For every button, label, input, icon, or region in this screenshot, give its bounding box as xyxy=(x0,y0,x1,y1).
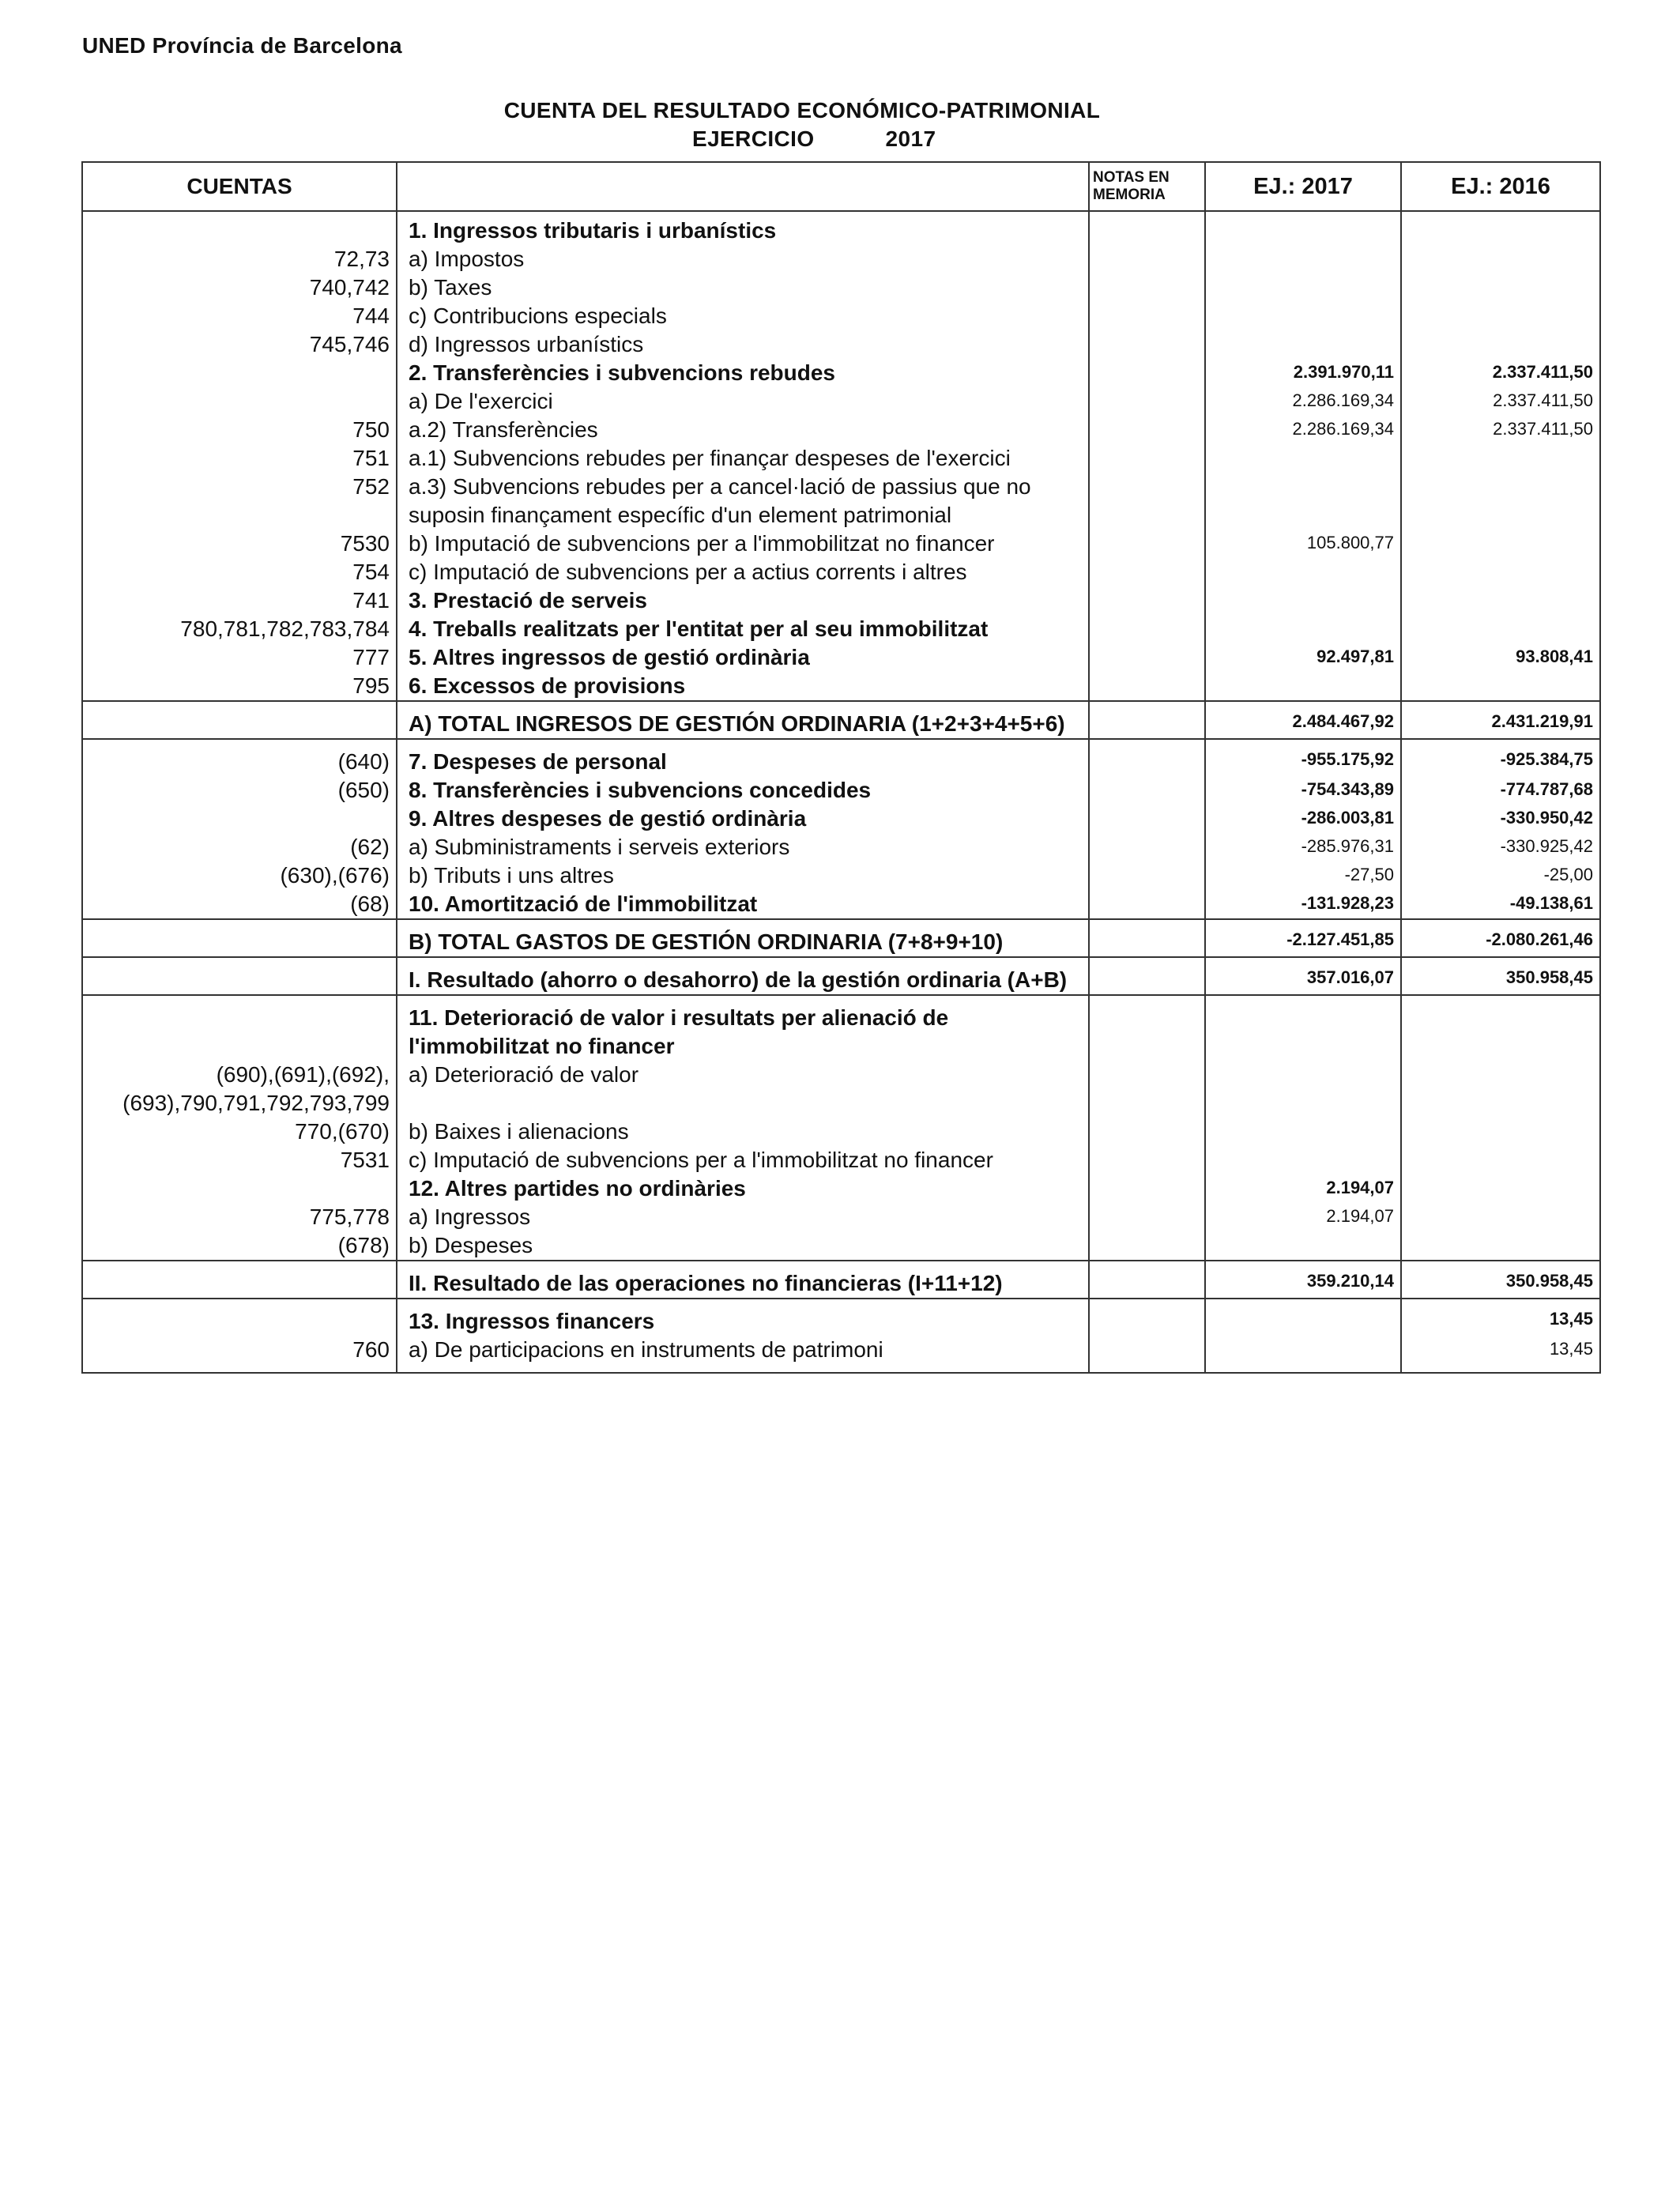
description-cell: 7. Despeses de personal xyxy=(397,739,1089,776)
notes-cell xyxy=(1089,1118,1205,1146)
table-row xyxy=(82,805,1600,833)
notes-cell xyxy=(1089,643,1205,672)
description-cell: 2. Transferències i subvencions rebudes xyxy=(397,359,1089,387)
description-cell: 5. Altres ingressos de gestió ordinària xyxy=(397,643,1089,672)
notes-cell xyxy=(1089,387,1205,416)
table-body xyxy=(82,211,1600,1373)
notes-cell xyxy=(1089,273,1205,302)
table-row xyxy=(82,330,1600,359)
value-2017-cell: 92.497,81 xyxy=(1205,643,1401,672)
notes-cell xyxy=(1089,890,1205,919)
value-2016-cell: 13,45 xyxy=(1401,1299,1600,1336)
notes-cell xyxy=(1089,586,1205,615)
value-2017-cell xyxy=(1205,1231,1401,1261)
account-code-cell: (630),(676) xyxy=(82,861,397,890)
notes-cell xyxy=(1089,1203,1205,1231)
column-header-description xyxy=(397,162,1089,211)
organization-name: UNED Província de Barcelona xyxy=(82,33,402,58)
value-2016-cell: -25,00 xyxy=(1401,861,1600,890)
value-2017-cell: -27,50 xyxy=(1205,861,1401,890)
value-2016-cell: 13,45 xyxy=(1401,1336,1600,1373)
description-cell: a) Subministraments i serveis exteriors xyxy=(397,833,1089,861)
description-cell: 3. Prestació de serveis xyxy=(397,586,1089,615)
value-2017-cell: 2.194,07 xyxy=(1205,1203,1401,1231)
account-code-cell: (68) xyxy=(82,890,397,919)
value-2016-cell xyxy=(1401,1203,1600,1231)
table-row xyxy=(82,473,1600,530)
value-2016-cell: 2.337.411,50 xyxy=(1401,387,1600,416)
account-code-cell: 760 xyxy=(82,1336,397,1373)
table-row xyxy=(82,890,1600,919)
value-2017-cell: 357.016,07 xyxy=(1205,957,1401,995)
value-2017-cell xyxy=(1205,1118,1401,1146)
description-cell: A) TOTAL INGRESOS DE GESTIÓN ORDINARIA (1+2+3+4+5+6) xyxy=(397,701,1089,739)
table-row xyxy=(82,273,1600,302)
value-2017-cell xyxy=(1205,672,1401,701)
value-2017-cell xyxy=(1205,473,1401,530)
value-2017-cell: 359.210,14 xyxy=(1205,1261,1401,1299)
account-code-cell xyxy=(82,957,397,995)
description-cell: B) TOTAL GASTOS DE GESTIÓN ORDINARIA (7+8+9+10) xyxy=(397,919,1089,957)
account-code-cell xyxy=(82,387,397,416)
notes-cell xyxy=(1089,1336,1205,1373)
value-2017-cell: -286.003,81 xyxy=(1205,805,1401,833)
account-code-cell xyxy=(82,1299,397,1336)
notes-cell xyxy=(1089,805,1205,833)
description-cell: 4. Treballs realitzats per l'entitat per al seu immobilitzat xyxy=(397,615,1089,643)
account-code-cell: 745,746 xyxy=(82,330,397,359)
notes-cell xyxy=(1089,701,1205,739)
account-code-cell: 740,742 xyxy=(82,273,397,302)
account-code-cell: 795 xyxy=(82,672,397,701)
notes-cell xyxy=(1089,995,1205,1061)
table-row xyxy=(82,416,1600,444)
notes-cell xyxy=(1089,473,1205,530)
table-row xyxy=(82,1299,1600,1336)
table-row xyxy=(82,1203,1600,1231)
notes-cell xyxy=(1089,919,1205,957)
description-cell: d) Ingressos urbanístics xyxy=(397,330,1089,359)
notes-cell xyxy=(1089,776,1205,805)
notes-cell xyxy=(1089,615,1205,643)
account-code-cell: 7531 xyxy=(82,1146,397,1174)
value-2017-cell xyxy=(1205,1336,1401,1373)
description-cell: c) Contribucions especials xyxy=(397,302,1089,330)
value-2016-cell xyxy=(1401,302,1600,330)
table-row xyxy=(82,643,1600,672)
account-code-cell: (650) xyxy=(82,776,397,805)
account-code-cell: 751 xyxy=(82,444,397,473)
description-cell: 11. Deterioració de valor i resultats per alienació de l'immobilitzat no financer xyxy=(397,995,1089,1061)
fiscal-year-label: EJERCICIO xyxy=(692,126,815,151)
description-cell: 1. Ingressos tributaris i urbanístics xyxy=(397,211,1089,245)
notes-cell xyxy=(1089,1174,1205,1203)
account-code-cell xyxy=(82,1174,397,1203)
value-2016-cell: -330.925,42 xyxy=(1401,833,1600,861)
table-row xyxy=(82,1336,1600,1373)
description-cell: II. Resultado de las operaciones no financieras (I+11+12) xyxy=(397,1261,1089,1299)
notes-cell xyxy=(1089,1146,1205,1174)
value-2016-cell xyxy=(1401,245,1600,273)
notes-cell xyxy=(1089,833,1205,861)
value-2016-cell xyxy=(1401,1146,1600,1174)
value-2016-cell xyxy=(1401,473,1600,530)
value-2016-cell xyxy=(1401,1231,1600,1261)
value-2017-cell xyxy=(1205,1299,1401,1336)
description-cell: 12. Altres partides no ordinàries xyxy=(397,1174,1089,1203)
account-code-cell: 741 xyxy=(82,586,397,615)
value-2016-cell xyxy=(1401,995,1600,1061)
description-cell: a.3) Subvencions rebudes per a cancel·lació de passius que no suposin finançament específic d'un element patrimonial xyxy=(397,473,1089,530)
table-row xyxy=(82,615,1600,643)
value-2016-cell: 2.337.411,50 xyxy=(1401,359,1600,387)
account-code-cell: (640) xyxy=(82,739,397,776)
notes-cell xyxy=(1089,416,1205,444)
value-2017-cell xyxy=(1205,273,1401,302)
value-2017-cell xyxy=(1205,1061,1401,1118)
notes-cell xyxy=(1089,302,1205,330)
table-row xyxy=(82,1174,1600,1203)
value-2016-cell xyxy=(1401,586,1600,615)
table-row xyxy=(82,1061,1600,1118)
table-row xyxy=(82,672,1600,701)
description-cell: c) Imputació de subvencions per a actius corrents i altres xyxy=(397,558,1089,586)
notes-cell xyxy=(1089,672,1205,701)
account-code-cell xyxy=(82,701,397,739)
column-header-2016: EJ.: 2016 xyxy=(1401,162,1600,211)
account-code-cell xyxy=(82,995,397,1061)
description-cell: b) Baixes i alienacions xyxy=(397,1118,1089,1146)
value-2016-cell: -774.787,68 xyxy=(1401,776,1600,805)
value-2017-cell: -2.127.451,85 xyxy=(1205,919,1401,957)
value-2016-cell: 2.337.411,50 xyxy=(1401,416,1600,444)
description-cell: 10. Amortització de l'immobilitzat xyxy=(397,890,1089,919)
table-row xyxy=(82,919,1600,957)
table-row xyxy=(82,444,1600,473)
value-2016-cell xyxy=(1401,615,1600,643)
account-code-cell xyxy=(82,805,397,833)
table-row xyxy=(82,1261,1600,1299)
value-2017-cell xyxy=(1205,245,1401,273)
value-2016-cell xyxy=(1401,330,1600,359)
description-cell: 8. Transferències i subvencions concedides xyxy=(397,776,1089,805)
table-row xyxy=(82,833,1600,861)
value-2017-cell xyxy=(1205,586,1401,615)
value-2017-cell xyxy=(1205,302,1401,330)
account-code-cell: 752 xyxy=(82,473,397,530)
value-2016-cell: -925.384,75 xyxy=(1401,739,1600,776)
table-row xyxy=(82,861,1600,890)
value-2016-cell: -49.138,61 xyxy=(1401,890,1600,919)
notes-cell xyxy=(1089,558,1205,586)
table-row xyxy=(82,1231,1600,1261)
value-2016-cell: 350.958,45 xyxy=(1401,957,1600,995)
table-row xyxy=(82,701,1600,739)
value-2017-cell: 105.800,77 xyxy=(1205,530,1401,558)
table-row xyxy=(82,995,1600,1061)
description-cell: a) De participacions en instruments de patrimoni xyxy=(397,1336,1089,1373)
value-2016-cell: 350.958,45 xyxy=(1401,1261,1600,1299)
notes-cell xyxy=(1089,739,1205,776)
description-cell: b) Despeses xyxy=(397,1231,1089,1261)
description-cell: a.1) Subvencions rebudes per finançar despeses de l'exercici xyxy=(397,444,1089,473)
description-cell: 13. Ingressos financers xyxy=(397,1299,1089,1336)
value-2017-cell: 2.391.970,11 xyxy=(1205,359,1401,387)
notes-cell xyxy=(1089,444,1205,473)
notes-cell xyxy=(1089,957,1205,995)
account-code-cell: (678) xyxy=(82,1231,397,1261)
document-title: CUENTA DEL RESULTADO ECONÓMICO-PATRIMONIAL xyxy=(503,98,1101,123)
description-cell: b) Tributs i uns altres xyxy=(397,861,1089,890)
description-cell: I. Resultado (ahorro o desahorro) de la gestión ordinaria (A+B) xyxy=(397,957,1089,995)
table-row xyxy=(82,776,1600,805)
notes-cell xyxy=(1089,530,1205,558)
value-2016-cell xyxy=(1401,444,1600,473)
table-header-row xyxy=(82,162,1600,211)
value-2016-cell: 93.808,41 xyxy=(1401,643,1600,672)
account-code-cell: 775,778 xyxy=(82,1203,397,1231)
table-row xyxy=(82,359,1600,387)
fiscal-year-value: 2017 xyxy=(885,126,936,151)
table-row xyxy=(82,586,1600,615)
description-cell: c) Imputació de subvencions per a l'immobilitzat no financer xyxy=(397,1146,1089,1174)
table-row xyxy=(82,387,1600,416)
value-2017-cell xyxy=(1205,330,1401,359)
account-code-cell: 72,73 xyxy=(82,245,397,273)
account-code-cell: 770,(670) xyxy=(82,1118,397,1146)
notes-cell xyxy=(1089,211,1205,245)
column-header-cuentas: CUENTAS xyxy=(82,162,397,211)
account-code-cell xyxy=(82,919,397,957)
column-header-2017: EJ.: 2017 xyxy=(1205,162,1401,211)
account-code-cell: 754 xyxy=(82,558,397,586)
income-statement-table xyxy=(81,161,1601,1374)
value-2016-cell xyxy=(1401,1174,1600,1203)
value-2017-cell xyxy=(1205,1146,1401,1174)
notes-cell xyxy=(1089,1299,1205,1336)
value-2017-cell: 2.286.169,34 xyxy=(1205,416,1401,444)
description-cell: 6. Excessos de provisions xyxy=(397,672,1089,701)
value-2017-cell xyxy=(1205,444,1401,473)
value-2017-cell xyxy=(1205,558,1401,586)
value-2017-cell xyxy=(1205,995,1401,1061)
table-row xyxy=(82,245,1600,273)
notes-cell xyxy=(1089,1231,1205,1261)
document-subtitle xyxy=(692,126,936,152)
value-2016-cell xyxy=(1401,558,1600,586)
value-2017-cell: 2.484.467,92 xyxy=(1205,701,1401,739)
value-2016-cell xyxy=(1401,211,1600,245)
account-code-cell xyxy=(82,1261,397,1299)
value-2017-cell: 2.286.169,34 xyxy=(1205,387,1401,416)
description-cell: a) Impostos xyxy=(397,245,1089,273)
value-2017-cell xyxy=(1205,211,1401,245)
notes-cell xyxy=(1089,245,1205,273)
value-2017-cell: -754.343,89 xyxy=(1205,776,1401,805)
account-code-cell: 744 xyxy=(82,302,397,330)
description-cell: a) De l'exercici xyxy=(397,387,1089,416)
value-2016-cell xyxy=(1401,672,1600,701)
account-code-cell: 777 xyxy=(82,643,397,672)
account-code-cell: 7530 xyxy=(82,530,397,558)
description-cell: b) Imputació de subvencions per a l'immobilitzat no financer xyxy=(397,530,1089,558)
account-code-cell: (690),(691),(692),(693),790,791,792,793,799 xyxy=(82,1061,397,1118)
table-row xyxy=(82,1118,1600,1146)
account-code-cell: 780,781,782,783,784 xyxy=(82,615,397,643)
value-2016-cell: -330.950,42 xyxy=(1401,805,1600,833)
account-code-cell xyxy=(82,359,397,387)
description-cell: a.2) Transferències xyxy=(397,416,1089,444)
value-2016-cell xyxy=(1401,530,1600,558)
value-2017-cell: -955.175,92 xyxy=(1205,739,1401,776)
table-row xyxy=(82,530,1600,558)
notes-cell xyxy=(1089,1261,1205,1299)
notes-cell xyxy=(1089,1061,1205,1118)
value-2016-cell xyxy=(1401,273,1600,302)
description-cell: b) Taxes xyxy=(397,273,1089,302)
table-row xyxy=(82,302,1600,330)
value-2017-cell: -131.928,23 xyxy=(1205,890,1401,919)
account-code-cell: 750 xyxy=(82,416,397,444)
table-row xyxy=(82,957,1600,995)
account-code-cell xyxy=(82,211,397,245)
value-2016-cell: -2.080.261,46 xyxy=(1401,919,1600,957)
table-row xyxy=(82,211,1600,245)
column-header-notes: NOTAS EN MEMORIA xyxy=(1089,162,1205,211)
table-row xyxy=(82,1146,1600,1174)
description-cell: a) Ingressos xyxy=(397,1203,1089,1231)
table-row xyxy=(82,558,1600,586)
account-code-cell: (62) xyxy=(82,833,397,861)
notes-cell xyxy=(1089,861,1205,890)
value-2017-cell: -285.976,31 xyxy=(1205,833,1401,861)
value-2016-cell xyxy=(1401,1118,1600,1146)
table-row xyxy=(82,739,1600,776)
notes-cell xyxy=(1089,359,1205,387)
value-2016-cell: 2.431.219,91 xyxy=(1401,701,1600,739)
notes-cell xyxy=(1089,330,1205,359)
description-cell: 9. Altres despeses de gestió ordinària xyxy=(397,805,1089,833)
value-2017-cell: 2.194,07 xyxy=(1205,1174,1401,1203)
description-cell: a) Deterioració de valor xyxy=(397,1061,1089,1118)
value-2016-cell xyxy=(1401,1061,1600,1118)
value-2017-cell xyxy=(1205,615,1401,643)
